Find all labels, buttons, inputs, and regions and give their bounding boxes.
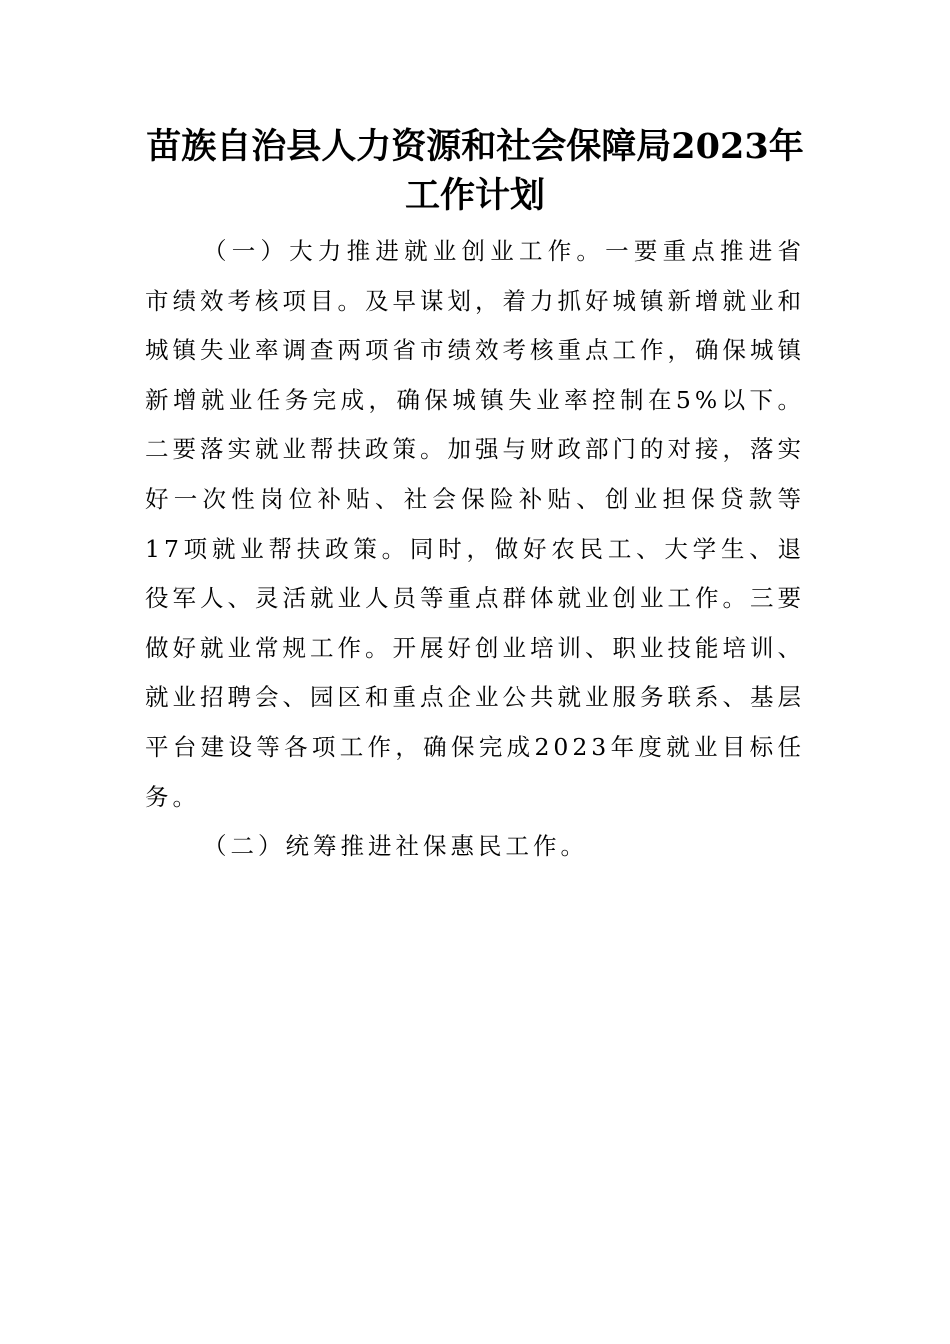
document-title-line-1: 苗族自治县人力资源和社会保障局2023年 (146, 126, 804, 167)
document-title-line-2: 工作计划 (404, 175, 545, 216)
document-body (145, 227, 805, 872)
paragraph-employment: （一）大力推进就业创业工作。一要重点推进省市绩效考核项目。及早谋划，着力抓好城镇新增就业和城镇失业率调查两项省市绩效考核重点工作，确保城镇新增就业任务完成，确保城镇失业率控制在5%以下。二要落实就业帮扶政策。加强与财政部门的对接，落实好一次性岗位补贴、社会保险补贴、创业担保贷款等17项就业帮扶政策。同时，做好农民工、大学生、退役军人、灵活就业人员等重点群体就业创业工作。三要做好就业常规工作。开展好创业培训、职业技能培训、就业招聘会、园区和重点企业公共就业服务联系、基层平台建设等各项工作，确保完成2023年度就业目标任务。 (145, 237, 805, 811)
document-title (130, 122, 820, 220)
paragraph-social-security: （二）统筹推进社保惠民工作。 (203, 832, 588, 861)
